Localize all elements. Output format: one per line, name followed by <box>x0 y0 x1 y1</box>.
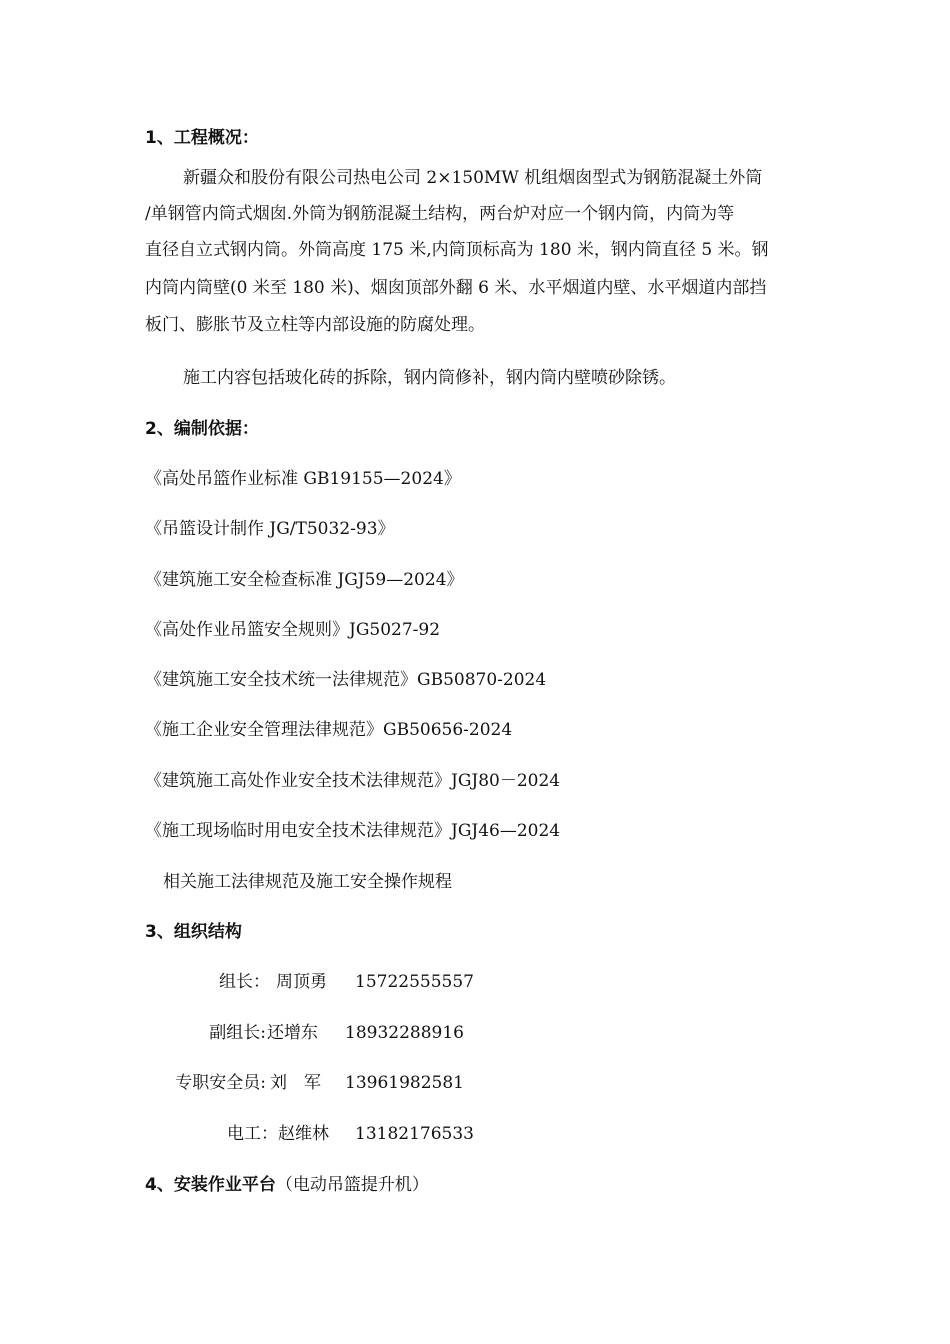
org-name: 还增东 <box>267 1023 318 1043</box>
org-role: 专职安全员: <box>175 1073 266 1093</box>
org-phone: 13961982581 <box>345 1073 464 1093</box>
section-1-para-2: 施工内容包括玻化砖的拆除，钢内筒修补，钢内筒内壁喷砂除锈。 <box>183 368 676 388</box>
section-4-heading <box>145 1174 429 1196</box>
reference-item: 《高处吊篮作业标准 GB19155—2024》 <box>145 469 461 489</box>
section-1-para-line-2: /单钢管内筒式烟囱.外筒为钢筋混凝土结构，两台炉对应一个钢内筒，内筒为等 <box>145 204 735 224</box>
org-phone: 13182176533 <box>355 1124 474 1144</box>
section-1-para-line-5: 板门、膨胀节及立柱等内部设施的防腐处理。 <box>145 315 485 335</box>
reference-item: 《建筑施工高处作业安全技术法律规范》JGJ80－2024 <box>145 771 561 791</box>
section-4-heading-suffix: （电动吊篮提升机） <box>275 1175 429 1195</box>
reference-item: 《施工企业安全管理法律规范》GB50656-2024 <box>145 720 513 740</box>
org-name: 周顶勇 <box>276 972 327 992</box>
org-role: 副组长: <box>209 1023 266 1043</box>
org-phone: 15722555557 <box>355 972 474 992</box>
org-phone: 18932288916 <box>345 1023 464 1043</box>
org-name: 赵维林 <box>278 1124 329 1144</box>
reference-item: 《高处作业吊篮安全规则》JG5027-92 <box>145 620 441 640</box>
org-role: 组长： <box>219 972 270 992</box>
section-2-heading: 2、编制依据： <box>145 419 259 439</box>
section-1-para-line-1: 新疆众和股份有限公司热电公司 2×150MW 机组烟囱型式为钢筋混凝土外筒 <box>183 168 763 188</box>
reference-item: 《建筑施工安全技术统一法律规范》GB50870-2024 <box>145 670 547 690</box>
section-1-para-line-3: 直径自立式钢内筒。外筒高度 175 米,内筒顶标高为 180 米，钢内筒直径 5 米。钢 <box>145 240 769 260</box>
section-1-para-line-4: 内筒内筒壁(0 米至 180 米)、烟囱顶部外翻 6 米、水平烟道内壁、水平烟道内部挡 <box>145 278 767 298</box>
org-name: 刘 军 <box>270 1073 321 1093</box>
reference-item: 《建筑施工安全检查标准 JGJ59—2024》 <box>145 570 464 590</box>
section-1-heading: 1、工程概况： <box>145 128 259 148</box>
section-3-heading: 3、组织结构 <box>145 922 242 942</box>
reference-item: 《施工现场临时用电安全技术法律规范》JGJ46—2024 <box>145 821 561 841</box>
org-role: 电工： <box>227 1124 278 1144</box>
section-4-heading-text: 4、安装作业平台 <box>145 1175 276 1195</box>
references-closing: 相关施工法律规范及施工安全操作规程 <box>163 872 452 892</box>
reference-item: 《吊篮设计制作 JG/T5032-93》 <box>145 519 395 539</box>
